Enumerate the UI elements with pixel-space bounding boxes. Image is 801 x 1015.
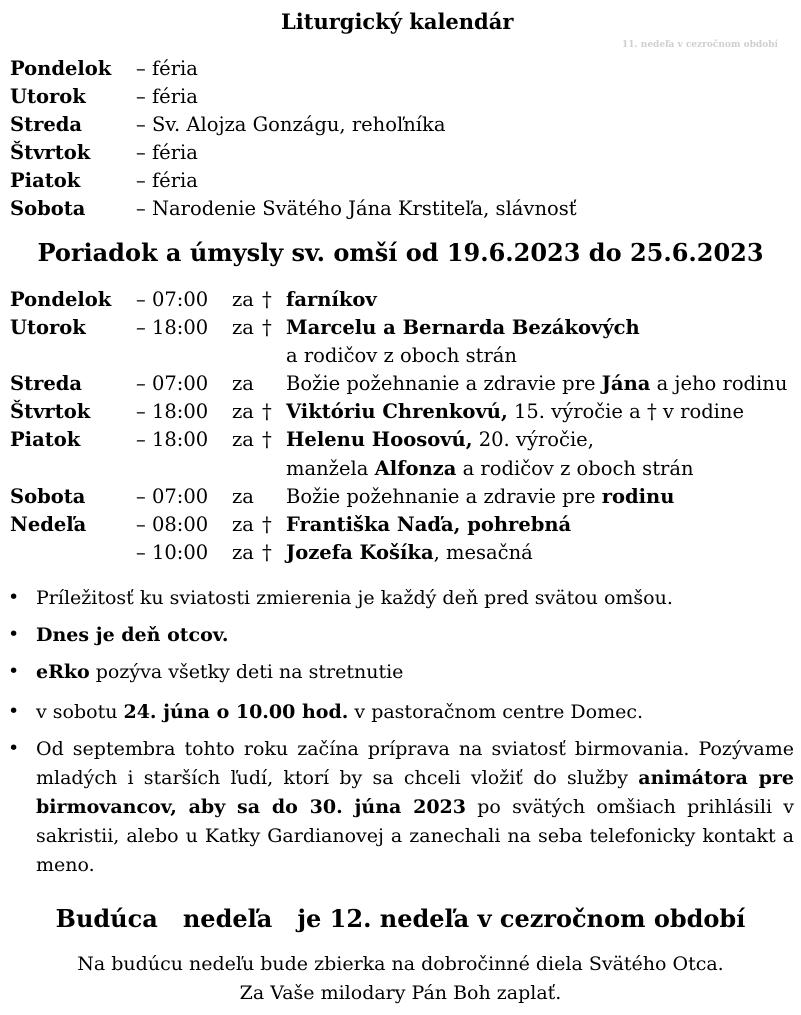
footer-line: Na budúcu nedeľu bude zbierka na dobročinné diela Svätého Otca. xyxy=(77,953,724,975)
announcement-item: Od septembra tohto roku začína príprava na sviatosť birmovania. Pozývame mladých i starších ľudí, ktorí by sa chceli vložiť do služby animátora pre birmovancov, aby sa do 30. júna 2023 po svätých omšiach prihlásili v sakristii, alebo u Katky Gardianovej a zanechali na seba telefonicky kontakt a meno. xyxy=(36,738,795,876)
announcement-item: Príležitosť ku sviatosti zmierenia je každý deň pred svätou omšou. xyxy=(36,587,673,609)
bullet-icon: • xyxy=(8,737,20,759)
announcement-item: v sobotu 24. júna o 10.00 hod. v pastoračnom centre Domec. xyxy=(36,701,644,723)
bullet-icon: • xyxy=(8,623,20,645)
bullet-icon: • xyxy=(8,700,20,722)
bullet-icon: • xyxy=(8,660,20,682)
announcement-item: Dnes je deň otcov. xyxy=(36,624,229,646)
footer-line: Za Vaše milodary Pán Boh zaplať. xyxy=(239,982,562,1004)
watermark: 11. nedeľa v cezročnom období xyxy=(622,40,778,50)
masses-heading: Poriadok a úmysly sv. omší od 19.6.2023 do 25.6.2023 xyxy=(37,238,764,267)
announcement-item: eRko pozýva všetky deti na stretnutie xyxy=(36,661,404,683)
bullet-icon: • xyxy=(8,586,20,608)
page-title: Liturgický kalendár xyxy=(281,9,514,34)
next-sunday-heading: Budúca nedeľa je 12. nedeľa v cezročnom období xyxy=(55,904,746,933)
